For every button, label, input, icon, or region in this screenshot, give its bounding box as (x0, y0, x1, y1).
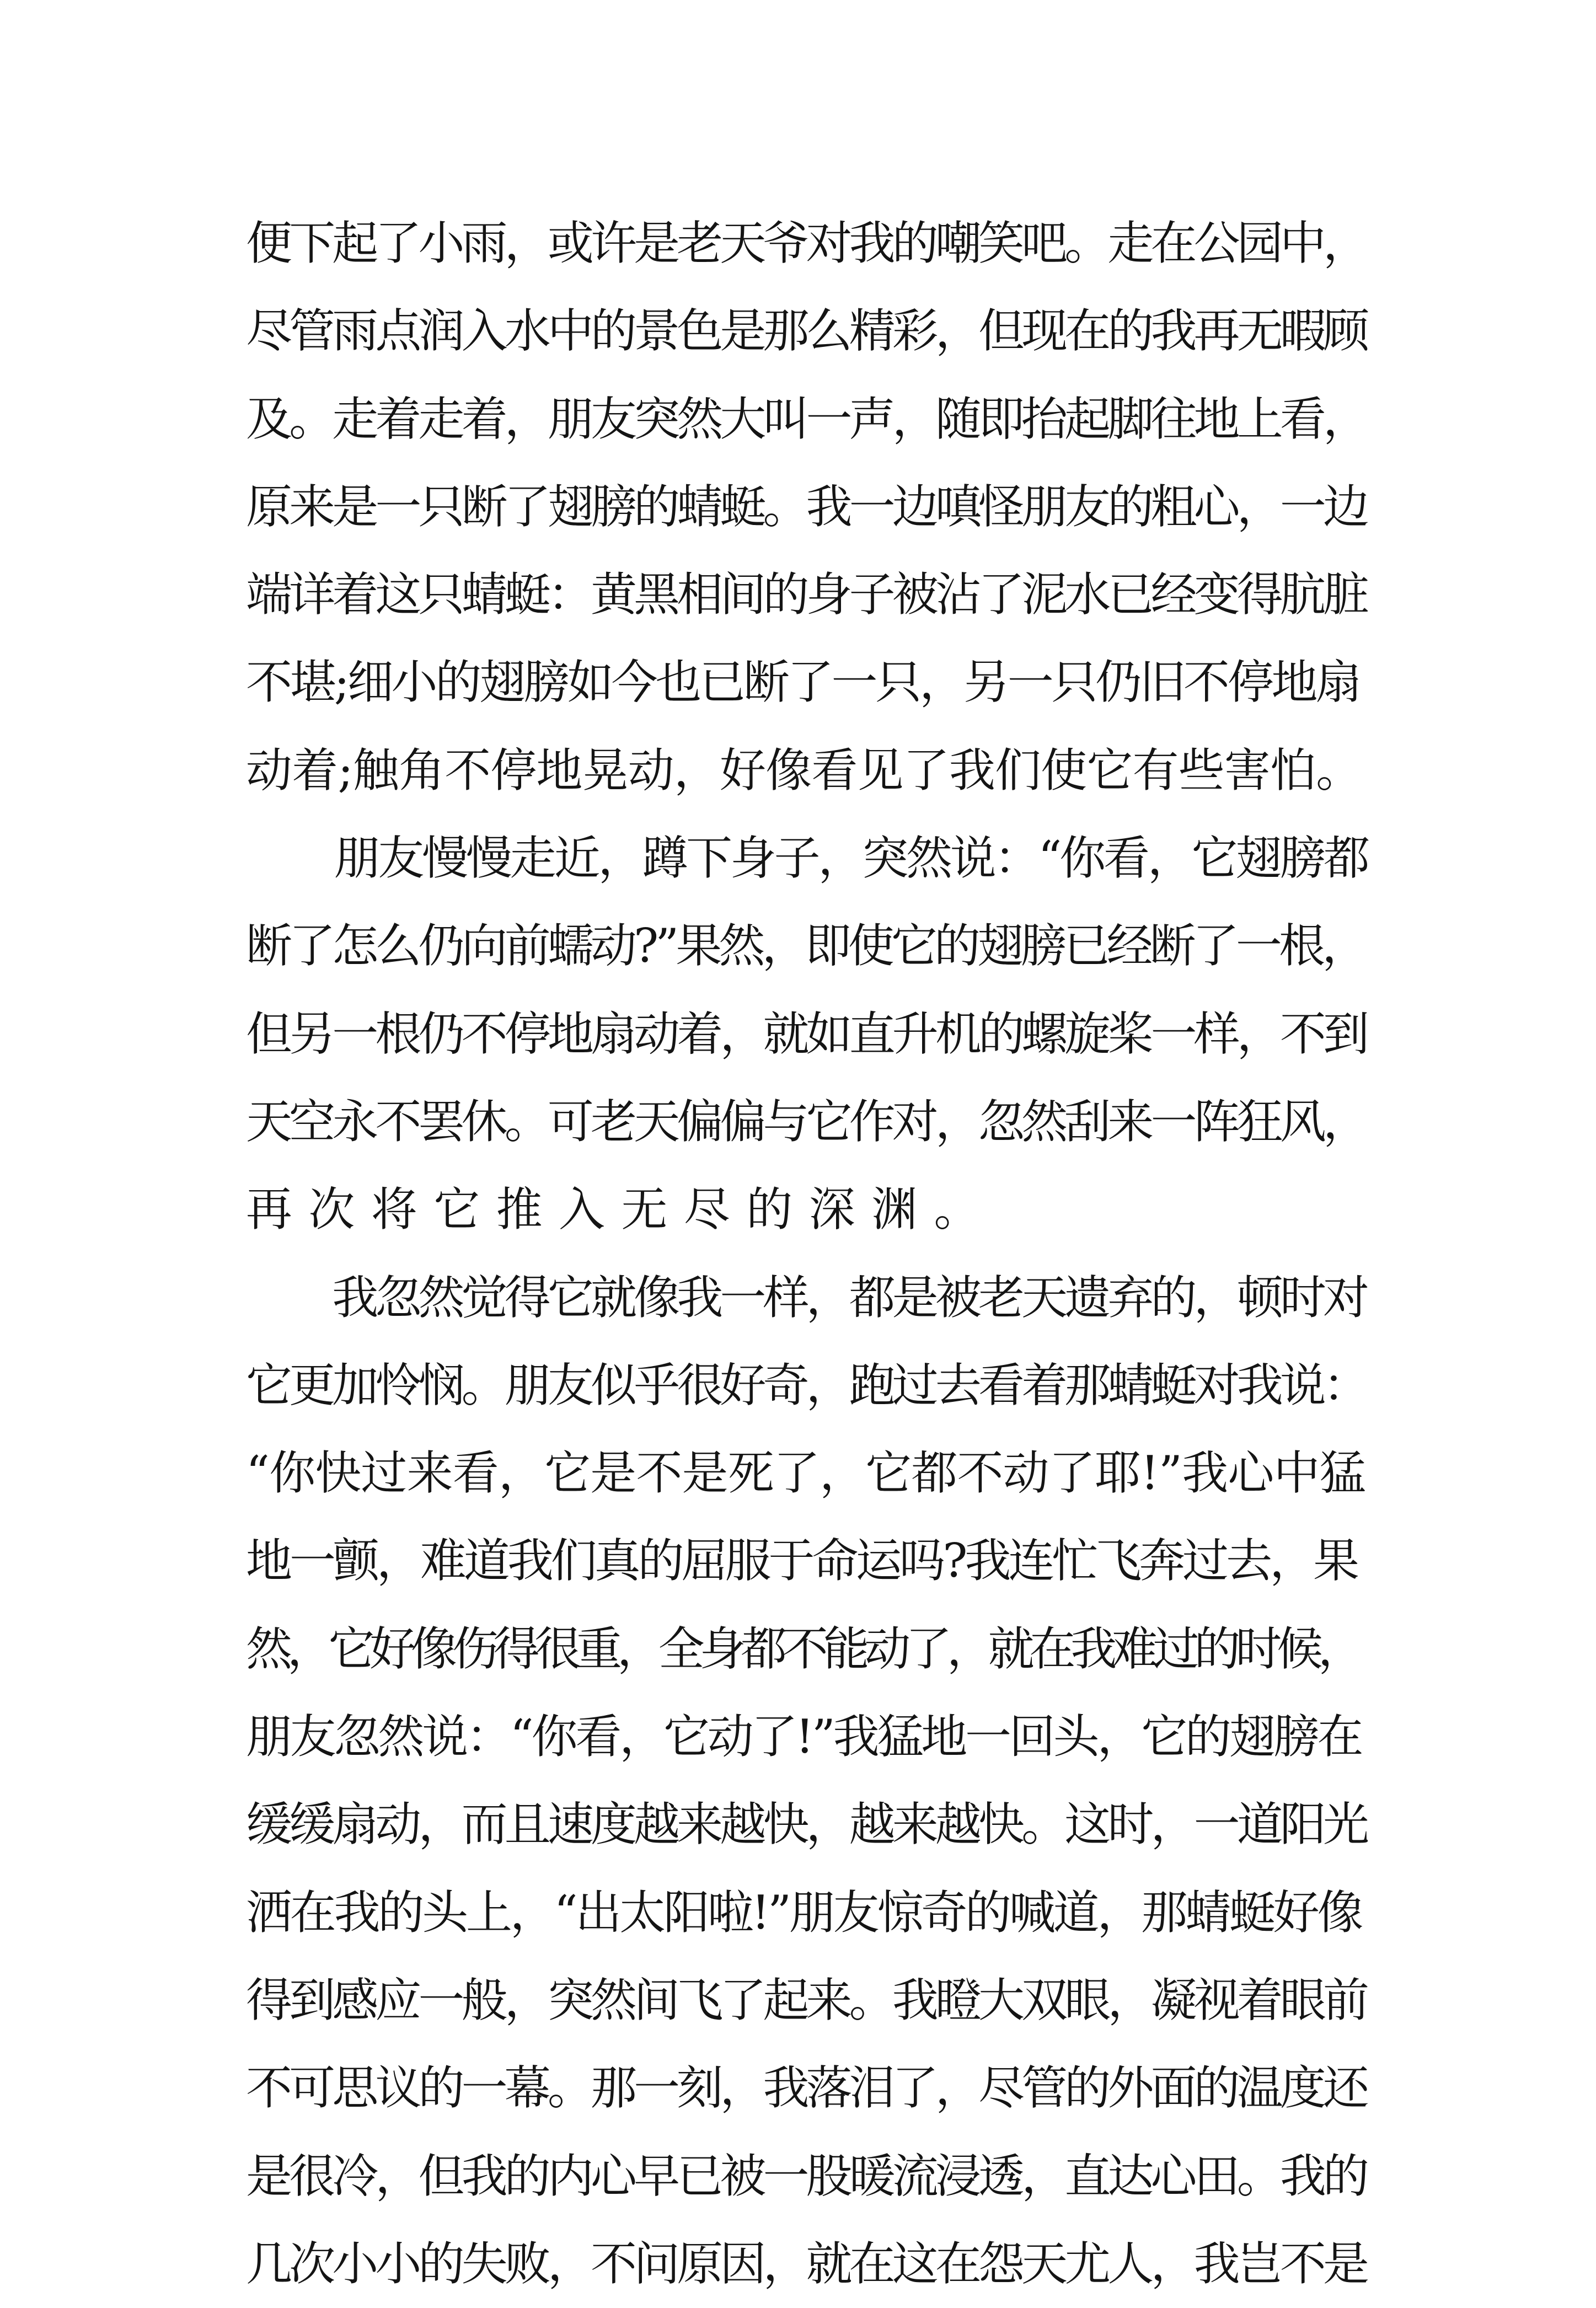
text-line: 天空永不罢休。可老天偏偏与它作对，忽然刮来一阵狂风， (246, 1094, 1367, 1149)
text-line: 再次将它推入无尽的深渊。 (246, 1182, 997, 1237)
text-line: “你快过来看，它是不是死了，它都不动了耶!”我心中猛 (246, 1446, 1365, 1501)
text-line: 断了怎么仍向前蠕动?”果然，即使它的翅膀已经断了一根， (246, 919, 1365, 973)
text-line: 朋友慢慢走近，蹲下身子，突然说：“你看，它翅膀都 (246, 831, 1368, 886)
text-line: 便下起了小雨，或许是老天爷对我的嘲笑吧。走在公园中， (246, 216, 1367, 270)
text-line: 动着;触角不停地晃动，好像看见了我们使它有些害怕。 (246, 743, 1362, 797)
text-line: 及。走着走着，朋友突然大叫一声，随即抬起脚往地上看， (246, 392, 1367, 446)
text-line: 洒在我的头上，“出太阳啦!”朋友惊奇的喊道，那蜻蜓好像 (246, 1885, 1362, 1940)
text-line: 原来是一只断了翅膀的蜻蜓。我一边嗔怪朋友的粗心，一边 (246, 479, 1367, 534)
text-line: 是很冷，但我的内心早已被一股暖流浸透，直达心田。我的 (246, 2149, 1367, 2203)
text-line: 得到感应一般，突然间飞了起来。我瞪大双眼，凝视着眼前 (246, 1973, 1367, 2027)
body-text (246, 200, 1368, 2308)
text-line: 地一颤，难道我们真的屈服于命运吗?我连忙飞奔过去，果 (246, 1534, 1357, 1588)
text-line: 我忽然觉得它就像我一样，都是被老天遗弃的，顿时对 (246, 1270, 1367, 1325)
text-line: 缓缓扇动，而且速度越来越快，越来越快。这时，一道阳光 (246, 1797, 1367, 1852)
text-line: 但另一根仍不停地扇动着，就如直升机的螺旋桨一样，不到 (246, 1006, 1367, 1061)
text-line: 然，它好像伤得很重，全身都不能动了，就在我难过的时候， (246, 1621, 1359, 1676)
text-line: 几次小小的失败，不问原因，就在这在怨天尤人，我岂不是 (246, 2236, 1367, 2291)
text-line: 尽管雨点润入水中的景色是那么精彩，但现在的我再无暇顾 (246, 304, 1367, 358)
text-line: 端详着这只蜻蜓：黄黑相间的身子被沾了泥水已经变得肮脏 (246, 567, 1367, 622)
text-line: 不堪;细小的翅膀如今也已断了一只，另一只仍旧不停地扇 (246, 655, 1360, 710)
text-line: 不可思议的一幕。那一刻，我落泪了，尽管的外面的温度还 (246, 2061, 1367, 2116)
text-line: 它更加怜悯。朋友似乎很好奇，跑过去看着那蜻蜓对我说： (246, 1358, 1367, 1412)
text-line: 朋友忽然说：“你看，它动了!”我猛地一回头，它的翅膀在 (246, 1710, 1362, 1764)
